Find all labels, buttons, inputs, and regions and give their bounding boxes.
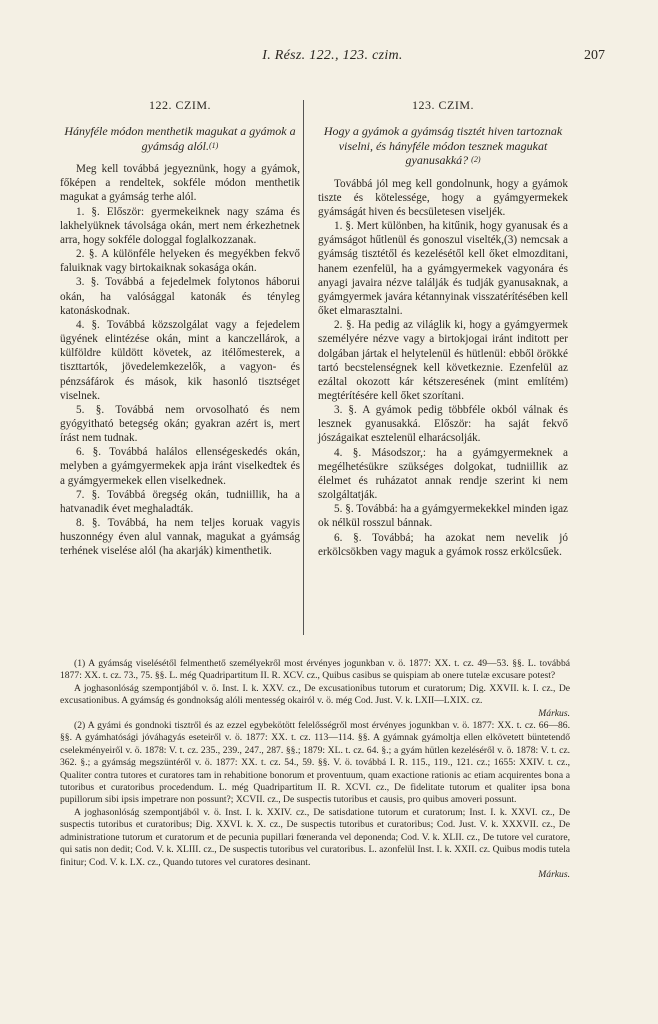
author-signature: Márkus. [538,868,570,880]
chapter-heading-123: 123. CZIM. [412,98,474,112]
column-divider [303,100,304,635]
chapter-title-123 [318,124,568,168]
paragraph: 3. §. Továbbá a fejedelmek folytonos háborui okán, ha valósággal katonák és tényleg katonáskodnak. [60,276,300,317]
footnote-1-comparison-text: A joghasonlóság szempontjából v. ö. Inst. I. k. XXV. cz., De excusationibus tutorum et curatorum; Dig. XXVII. k. I. cz., De excusationibus. A gyámság és gondnokság alóli mentesség okairól v. ö. még Cod. Just. V. k. LXII—LXIX. cz. [60,682,570,707]
running-head [60,48,605,66]
footnote-ref-1: (1) [209,140,219,150]
paragraph: 3. §. A gyámok pedig többféle okból válnak és lesznek gyanusakká. Először: ha saját fekvő jószágaikat esztelenül elharácsolják. [318,404,568,445]
footnote-2-comparison [60,807,570,881]
author-signature: Márkus. [538,707,570,719]
paragraph: 5. §. Továbbá: ha a gyámgyermekekkel minden igaz ok nélkül rosszul bánnak. [318,503,568,530]
footnote-1-comparison [60,683,570,720]
paragraph: 6. §. Továbbá halálos ellenségeskedés okán, melyben a gyámgyermekek apja iránt viselkedtek és a gyámgyermekek ellen viselkednek. [60,446,300,487]
footnote-2: (2) A gyámi és gondnoki tisztről és az ezzel egybekötött felelősségről most érvényes jogunkban v. ö. 1877: XX. t. cz. 66—86. §§. A gyámhatósági jóváhagyás eseteiről v. ö. 1877: XX. t. cz. 113—114. §§. A gyámnak gyámoltja ellen elkövetett büntetendő cselekményeiről v. ö. 1878: V. t. cz. 235., 239., 247., 287. §§.; 1879: XL. t. cz. 64. §.; a gyám hütlen kezeléséről v. ö. 1878: V. t. cz. 362. §.; a gyámság megszüntéről v. ö. 1877: XX. t. cz. 54., 59. §§. V. ö. továbbá I. R. 115., 119., 121. cz.; 1655: XXIV. t. cz., Qualiter contra tutores et curatores tam in rehabitione bonorum et proventuum, quam exactione rationis ac etiam acquirentes bona a tutoribus et curatoribus procedendum. L. még Quadripartitum II. R. XCVI. cz., De fidelitate tutorum et qualiter ipsa bona pupillorum sibi ipsis impetrare non possunt?; XCVII. cz., De suspectis tutoribus et causis, pro quibus amoveri possunt. [60,720,570,806]
paragraph: 8. §. Továbbá, ha nem teljes koruak vagyis huszonnégy éven alul vannak, magukat a gyámság terhének viselése alól (ha akarják) kimenthetik. [60,517,300,558]
running-head-title: I. Rész. 122., 123. czim. [262,48,403,63]
right-column [318,98,568,559]
chapter-heading-122: 122. CZIM. [149,98,211,112]
left-column [60,98,300,559]
paragraph: 5. §. Továbbá nem orvosolható és nem gyógyitható betegség okán; gyakran azért is, mert írást nem tudnak. [60,403,300,445]
footnote-1: (1) A gyámság viselésétől felmenthető személyekről most érvényes jogunkban v. ö. 1877: XX. t. cz. 49—53. §§. L. továbbá 1877: XX. t. cz. 73., 75. §§. L. még Quadripartitum II. R. XCV. cz., Quibus casibus se quispiam ab onere tutelæ excusare potest? [60,658,570,682]
footnotes [60,658,570,881]
chapter-title-122-text: Hányféle módon menthetik magukat a gyámok a gyámság alól. [64,124,296,153]
paragraph: 4. §. Másodszor,: ha a gyámgyermeknek a megélhetésükre szükséges dolgokat, tudniillik az élelmet és ruházatot annak rendje szerint ki nem szolgáltatják. [318,446,568,502]
paragraph: 6. §. Továbbá; ha azokat nem nevelik jó erkölcsökben vagy maguk a gyámok rossz erkölcsűek. [318,531,568,558]
paragraph: 1. §. Mert különben, ha kitűnik, hogy gyanusak és a gyámságot hűtlenül és gonoszul viselték,(3) nemcsak a gyámság tisztétől és kezelésétől kell őket elmozditani, hanem ezenfelül, ha a gyámgyermekek vagyonára és anyagi javaira nézve találják és tudják gyanusaknak, a gyámgyermek javára kétannyinak visszatérítésében kell őket elmarasztalni. [318,220,568,318]
paragraph: Továbbá jól meg kell gondolnunk, hogy a gyámok tiszte és kötelessége, hogy a gyámgyermekek gyámságát hiven és becsületesen viseljék. [318,177,568,218]
chapter-title-123-text: Hogy a gyámok a gyámság tisztét hiven tartoznak viselni, és hányféle módon tesznek magukat gyanusakká? [323,124,563,168]
chapter-title-122 [60,124,300,153]
paragraph: 7. §. Továbbá öregség okán, tudniillik, ha a hatvanadik évet meghaladták. [60,488,300,515]
paragraph: Meg kell továbbá jegyeznünk, hogy a gyámok, főképen a rendeltek, sokféle módon menthetik magukat a gyámság terhe alól. [60,163,300,204]
paragraph: 1. §. Először: gyermekeiknek nagy száma és lakhelyüknek távolsága okán, mert nem érkezhetnek arra, hogy sokféle dologgal foglalkozzanak. [60,205,300,246]
page-number: 207 [584,48,605,63]
paragraph: 2. §. Ha pedig az világlik ki, hogy a gyámgyermek személyére nézve vagy a birtokjogai iránt inditott per dolgában jártak el helytelenül és hütlenül: ebből örökké tartó becstelenségnek kell következnie. Ezenfelül az ezáltal okozott kár kétszeresének (mint említém) megtérítésére kell őket szorítani. [318,319,568,402]
paragraph: 2. §. A különféle helyeken és megyékben fekvő faluiknak vagy birtokaiknak sokasága okán. [60,248,300,275]
footnote-ref-2: (2) [471,155,481,165]
paragraph: 4. §. Továbbá közszolgálat vagy a fejedelem ügyének elintézése okán, mint a kanczellárok, a külföldre küldött követek, az itélőmesterek, a tiszttartók, jövedelemkezelők, a vagyon- és pénzsáfárok és mások, kik hasonló tisztséget viselnek. [60,318,300,402]
footnote-2-comparison-text: A joghasonlóság szempontjából v. ö. Inst. I. k. XXIV. cz., De satisdatione tutorum et curatorum; Inst. I. k. XXVI. cz., De suspectis tutoribus et curatoribus; Dig. XXVI. k. X. cz., De suspectis tutoribus et curatoribus; Cod. Just. V. k. XXXVII. cz., De administratione tutorum et curatorum et de pecunia pupillari fœneranda vel deponenda; Cod. V. k. XLII. cz., De tutore vel curatore, qui satis non dedit; Cod. V. k. XLIII. cz., De suspectis tutoribus vel curatoribus. L. azonfelül Inst. I. k. XXII. cz. Quibus modis tutela finitur; Cod. V. k. LX. cz., Quando tutores vel curatores desinant. [60,806,570,868]
